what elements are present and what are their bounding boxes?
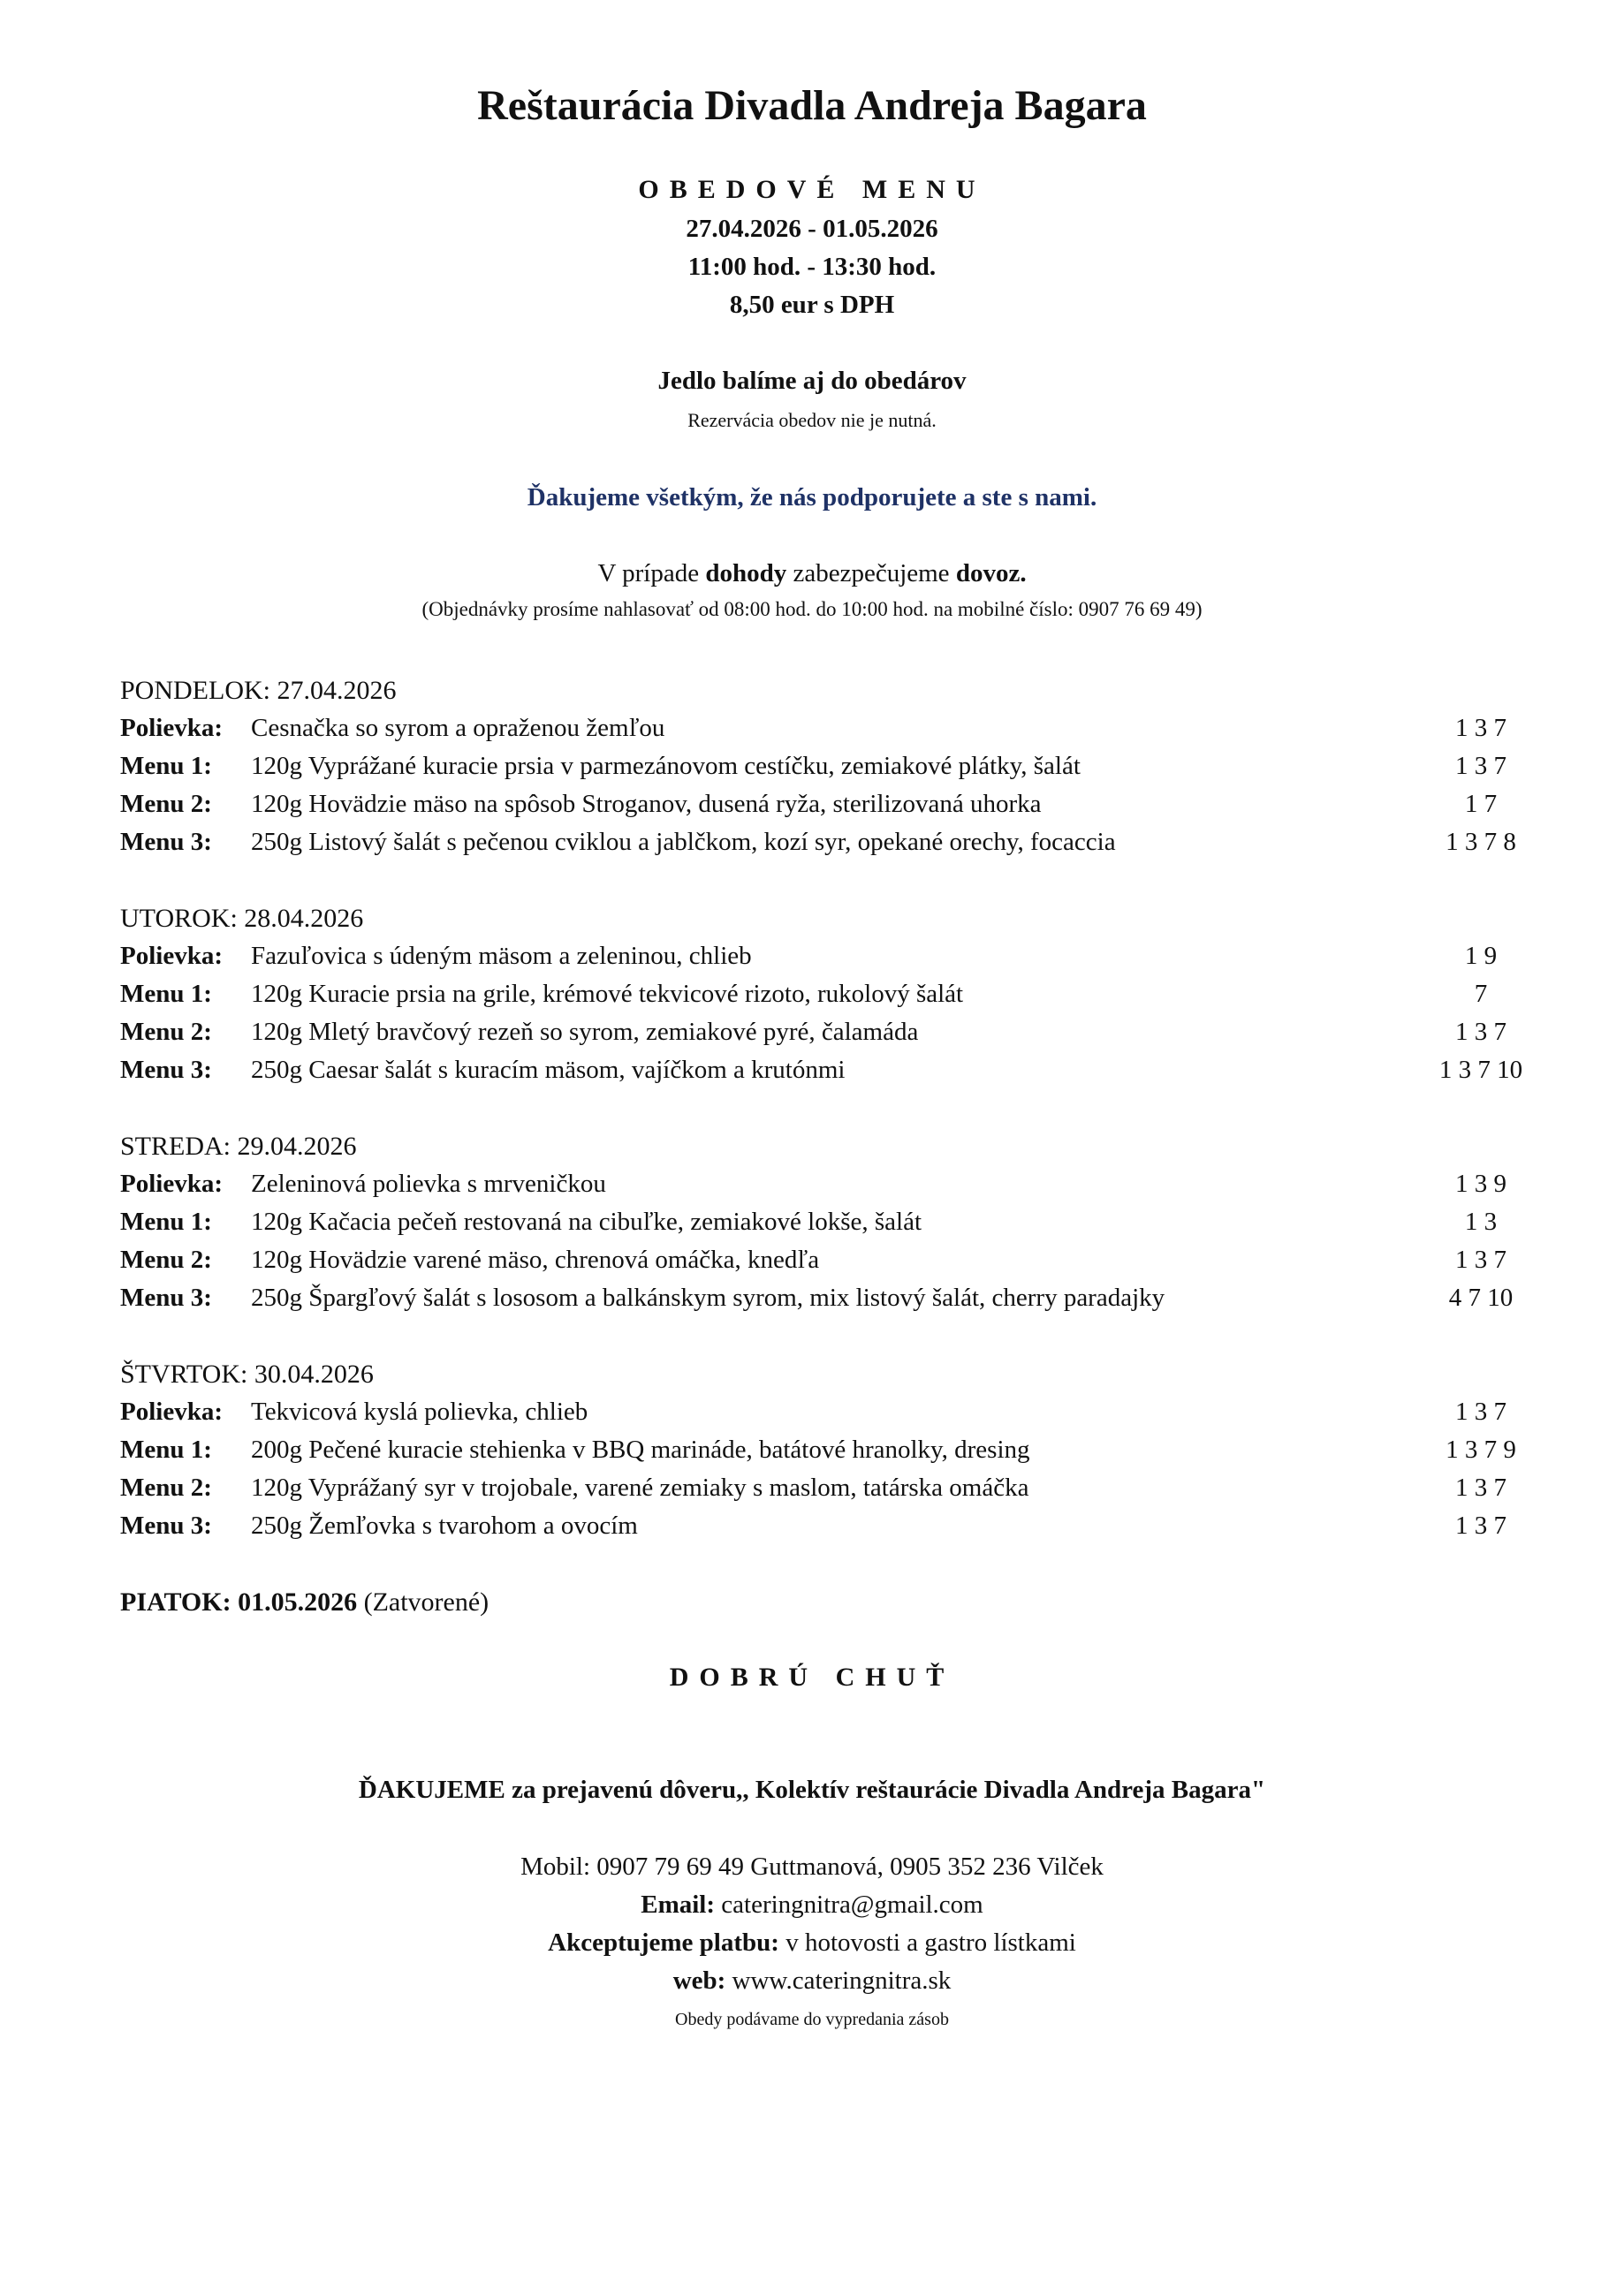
row-dish: 120g Hovädzie mäso na spôsob Stroganov, dusená ryža, sterilizovaná uhorka	[251, 790, 1042, 818]
menu-row	[120, 752, 1516, 787]
row-label: Menu 2:	[120, 1474, 212, 1502]
orders-note: (Objednávky prosíme nahlasovať od 08:00 hod. do 10:00 hod. na mobilné číslo: 0907 76 69 49)	[421, 598, 1203, 620]
menu-heading: OBEDOVÉ MENU	[638, 175, 986, 204]
date-range: 27.04.2026 - 01.05.2026	[686, 215, 938, 243]
row-label: Menu 2:	[120, 1246, 212, 1274]
row-dish: 120g Vyprážaný syr v trojobale, varené zemiaky s maslom, tatárska omáčka	[251, 1474, 1029, 1502]
row-allergens: 1 3 7	[1455, 1398, 1506, 1426]
row-allergens: 1 3 7	[1455, 752, 1506, 780]
row-dish: 250g Špargľový šalát s lososom a balkánskym syrom, mix listový šalát, cherry paradajky	[251, 1284, 1165, 1312]
delivery-pre: V prípade	[597, 559, 706, 587]
day-title-text: STREDA: 29.04.2026	[120, 1132, 357, 1161]
row-dish: Tekvicová kyslá polievka, chlieb	[251, 1398, 588, 1426]
row-dish: 120g Mletý bravčový rezeň so syrom, zemiakové pyré, čalamáda	[251, 1018, 919, 1046]
day-title-text: PONDELOK: 27.04.2026	[120, 676, 397, 705]
day-title-text: PIATOK: 01.05.2026	[120, 1587, 358, 1617]
row-dish: Zeleninová polievka s mrveničkou	[251, 1170, 606, 1198]
delivery-word: dovoz.	[955, 559, 1027, 587]
menu-row	[120, 790, 1516, 825]
day-title-thursday	[120, 1360, 374, 1390]
closed-note: (Zatvorené)	[357, 1587, 489, 1617]
footer-note: Obedy podávame do vypredania zásob	[675, 2010, 949, 2029]
row-allergens: 1 3 9	[1455, 1170, 1506, 1198]
row-label: Menu 1:	[120, 752, 212, 780]
web-label: web:	[672, 1966, 726, 1995]
footer-thanks: ĎAKUJEME za prejavenú dôveru,, Kolektív reštaurácie Divadla Andreja Bagara"	[358, 1776, 1266, 1804]
footer-mobile: Mobil: 0907 79 69 49 Guttmanová, 0905 352 236 Vilček	[520, 1853, 1104, 1881]
footer-email	[0, 1891, 1624, 1920]
reservation-note: Rezervácia obedov nie je nutná.	[687, 409, 937, 431]
menu-price	[0, 291, 1624, 320]
menu-row	[120, 1018, 1516, 1053]
menu-row	[120, 1474, 1516, 1509]
row-label: Menu 3:	[120, 1284, 212, 1312]
payment-text: v hotovosti a gastro lístkami	[778, 1928, 1076, 1957]
delivery-note	[0, 559, 1624, 588]
price-text: 8,50 eur s DPH	[729, 291, 895, 319]
day-title-wednesday	[120, 1132, 357, 1162]
row-allergens: 1 3 7	[1455, 1474, 1506, 1502]
row-label: Menu 2:	[120, 790, 212, 818]
row-dish: 250g Caesar šalát s kuracím mäsom, vajíčkom a krutónmi	[251, 1056, 846, 1084]
menu-row	[120, 714, 1516, 749]
row-dish: 120g Vyprážané kuracie prsia v parmezánovom cestíčku, zemiakové plátky, šalát	[251, 752, 1081, 780]
menu-row	[120, 1246, 1516, 1281]
row-label: Menu 3:	[120, 1056, 212, 1084]
row-allergens: 1 3 7	[1455, 714, 1506, 742]
delivery-agreement: dohody	[705, 559, 787, 587]
delivery-mid: zabezpečujeme	[786, 559, 956, 587]
row-allergens: 1 3 7 10	[1438, 1056, 1523, 1084]
menu-row	[120, 1512, 1516, 1547]
row-label: Menu 1:	[120, 980, 212, 1008]
restaurant-title: Reštaurácia Divadla Andreja Bagara	[477, 82, 1147, 129]
row-label: Polievka:	[120, 1398, 223, 1426]
row-allergens: 1 3	[1464, 1208, 1498, 1236]
row-dish: 120g Kačacia pečeň restovaná na cibuľke, zemiakové lokše, šalát	[251, 1208, 922, 1236]
menu-row	[120, 980, 1516, 1015]
row-allergens: 4 7 10	[1448, 1284, 1514, 1312]
row-allergens: 1 3 7 9	[1446, 1436, 1516, 1464]
web-link[interactable]: www.cateringnitra.sk	[725, 1966, 952, 1995]
row-label: Menu 2:	[120, 1018, 212, 1046]
payment-label: Akceptujeme platbu:	[548, 1928, 779, 1957]
menu-row	[120, 1056, 1523, 1091]
row-allergens: 1 9	[1464, 942, 1498, 970]
footer-payment	[0, 1928, 1624, 1958]
row-allergens: 1 3 7 8	[1446, 828, 1516, 856]
email-link[interactable]: cateringnitra@gmail.com	[715, 1891, 983, 1919]
row-dish: 250g Listový šalát s pečenou cviklou a jablčkom, kozí syr, opekané orechy, focaccia	[251, 828, 1116, 856]
row-allergens: 1 3 7	[1455, 1246, 1506, 1274]
day-title-monday	[120, 676, 397, 706]
email-label: Email:	[641, 1891, 716, 1919]
day-title-tuesday	[120, 904, 363, 934]
row-label: Menu 1:	[120, 1436, 212, 1464]
menu-row	[120, 942, 1516, 977]
menu-row	[120, 1170, 1516, 1205]
row-label: Polievka:	[120, 942, 223, 970]
row-allergens: 7	[1474, 980, 1488, 1008]
row-dish: 120g Hovädzie varené mäso, chrenová omáčka, knedľa	[251, 1246, 820, 1274]
packing-note: Jedlo balíme aj do obedárov	[657, 367, 967, 395]
row-label: Menu 1:	[120, 1208, 212, 1236]
row-allergens: 1 3 7	[1455, 1018, 1506, 1046]
row-dish: 200g Pečené kuracie stehienka v BBQ marináde, batátové hranolky, dresing	[251, 1436, 1030, 1464]
day-title-friday	[120, 1587, 489, 1618]
menu-row	[120, 1436, 1516, 1471]
bon-appetit: DOBRÚ CHUŤ	[669, 1663, 955, 1692]
row-dish: 120g Kuracie prsia na grile, krémové tekvicové rizoto, rukolový šalát	[251, 980, 964, 1008]
row-label: Menu 3:	[120, 828, 212, 856]
row-allergens: 1 7	[1464, 790, 1498, 818]
row-dish: Cesnačka so syrom a opraženou žemľou	[251, 714, 665, 742]
menu-row	[120, 1398, 1516, 1433]
row-allergens: 1 3 7	[1455, 1512, 1506, 1540]
row-dish: 250g Žemľovka s tvarohom a ovocím	[251, 1512, 638, 1540]
row-label: Polievka:	[120, 1170, 223, 1198]
day-title-text: ŠTVRTOK: 30.04.2026	[120, 1360, 374, 1389]
menu-row	[120, 1208, 1516, 1243]
menu-row	[120, 828, 1516, 863]
menu-row	[120, 1284, 1516, 1319]
row-dish: Fazuľovica s údeným mäsom a zeleninou, chlieb	[251, 942, 752, 970]
serving-hours: 11:00 hod. - 13:30 hod.	[687, 253, 937, 281]
day-title-text: UTOROK: 28.04.2026	[120, 904, 364, 933]
row-label: Menu 3:	[120, 1512, 212, 1540]
row-label: Polievka:	[120, 714, 223, 742]
footer-web	[0, 1966, 1624, 1996]
thanks-message: Ďakujeme všetkým, že nás podporujete a ste s nami.	[527, 483, 1097, 511]
